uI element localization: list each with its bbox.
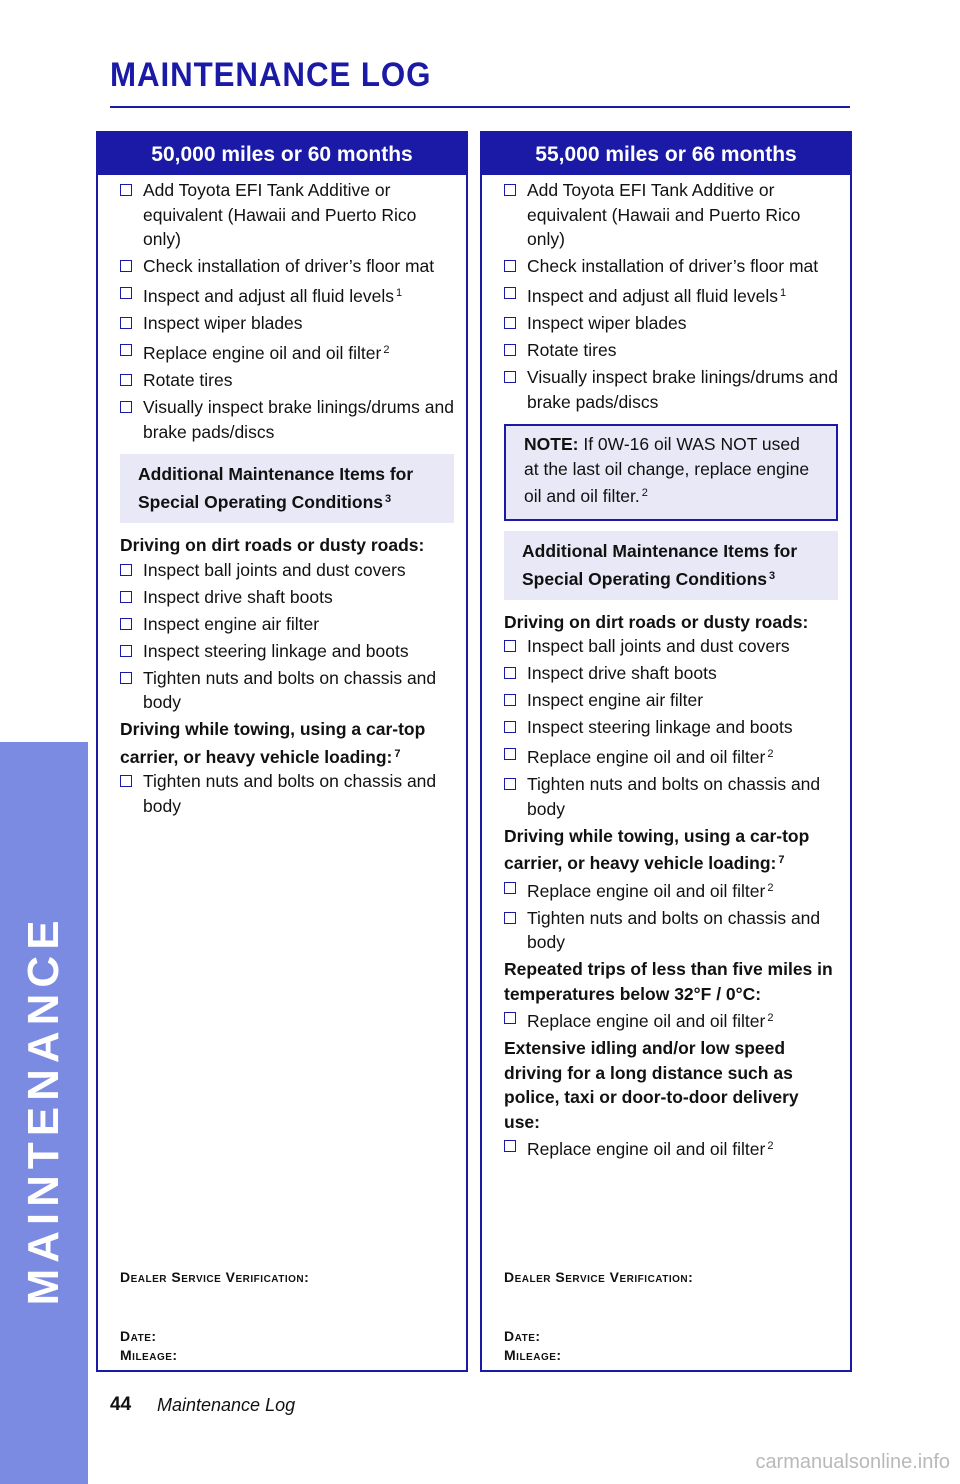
checklist-item-label: Visually inspect brake linings/drums and brake pads/discs bbox=[143, 397, 454, 442]
checklist-item bbox=[504, 715, 838, 740]
checkbox-icon[interactable] bbox=[120, 184, 132, 196]
checklist-item bbox=[120, 769, 454, 818]
checklist-item-label: Inspect drive shaft boots bbox=[143, 586, 333, 607]
checkbox-icon[interactable] bbox=[120, 591, 132, 603]
checklist-item bbox=[504, 661, 838, 686]
checklist-item bbox=[120, 254, 454, 279]
checkbox-icon[interactable] bbox=[504, 882, 516, 894]
checklist-item-label: Check installation of driver’s floor mat bbox=[527, 256, 819, 276]
note-label: NOTE: bbox=[524, 434, 579, 454]
checklist-item bbox=[504, 634, 838, 659]
towing-heading-text: Driving while towing, using a car-top carrier, or heavy vehicle loading: bbox=[120, 719, 426, 767]
checkbox-icon[interactable] bbox=[504, 184, 516, 196]
checklist-item-label: Inspect wiper blades bbox=[143, 313, 303, 333]
dirt-roads-checklist bbox=[120, 558, 454, 715]
dealer-verification-label: Dealer Service Verification: bbox=[504, 1269, 694, 1285]
dirt-roads-checklist bbox=[504, 634, 838, 821]
checklist-item bbox=[120, 311, 454, 336]
checkbox-icon[interactable] bbox=[504, 721, 516, 733]
checklist-item bbox=[120, 395, 454, 444]
title-divider bbox=[110, 106, 850, 108]
towing-heading bbox=[504, 824, 838, 876]
checkbox-icon[interactable] bbox=[120, 374, 132, 386]
checklist-item-label: Replace engine oil and oil filter bbox=[527, 1011, 766, 1031]
checklist-item bbox=[120, 281, 454, 309]
checklist-item-label: Replace engine oil and oil filter bbox=[527, 880, 766, 901]
checkbox-icon[interactable] bbox=[120, 645, 132, 657]
checklist-item bbox=[120, 178, 454, 252]
mileage-label: Mileage: bbox=[504, 1347, 562, 1363]
checklist-item-label: Rotate tires bbox=[527, 340, 617, 360]
footnote-ref: 2 bbox=[767, 1140, 774, 1152]
card-header: 55,000 miles or 66 months bbox=[482, 133, 850, 175]
date-label: Date: bbox=[120, 1328, 157, 1344]
checklist-item-label: Replace engine oil and oil filter bbox=[143, 343, 382, 363]
checklist-item-label: Tighten nuts and bolts on chassis and body bbox=[527, 907, 821, 952]
footnote-ref: 2 bbox=[641, 487, 648, 499]
checklist-item bbox=[120, 639, 454, 664]
page-number: 44 bbox=[110, 1394, 132, 1415]
checklist-item-label: Inspect and adjust all fluid levels bbox=[527, 286, 778, 306]
towing-checklist bbox=[504, 876, 838, 955]
checkbox-icon[interactable] bbox=[504, 1140, 516, 1152]
checklist-item bbox=[120, 612, 454, 637]
checkbox-icon[interactable] bbox=[120, 618, 132, 630]
checklist-item bbox=[504, 772, 838, 821]
footnote-ref: 2 bbox=[767, 881, 774, 894]
footnote-ref: 1 bbox=[395, 287, 403, 299]
checklist-item bbox=[504, 281, 838, 309]
footnote-ref: 3 bbox=[385, 493, 392, 505]
towing-heading-text: Driving while towing, using a car-top carrier, or heavy vehicle loading: bbox=[504, 825, 810, 873]
footnote-ref: 2 bbox=[767, 1012, 774, 1024]
page-title: MAINTENANCE LOG bbox=[110, 56, 432, 94]
footer-title: Maintenance Log bbox=[157, 1395, 296, 1415]
checklist-item bbox=[120, 585, 454, 610]
checkbox-icon[interactable] bbox=[120, 401, 132, 413]
dirt-roads-heading: Driving on dirt roads or dusty roads: bbox=[504, 611, 809, 632]
side-tab-label: MAINTENANCE bbox=[19, 914, 68, 1306]
checkbox-icon[interactable] bbox=[504, 778, 516, 790]
checklist-item bbox=[504, 742, 838, 770]
checklist-item-label: Tighten nuts and bolts on chassis and body bbox=[143, 771, 437, 816]
towing-heading bbox=[120, 717, 454, 769]
checklist-item-label: Inspect engine air filter bbox=[143, 613, 320, 634]
checkbox-icon[interactable] bbox=[504, 1012, 516, 1024]
checkbox-icon[interactable] bbox=[120, 287, 132, 299]
checklist-item-label: Inspect ball joints and dust covers bbox=[527, 636, 790, 656]
checklist-item bbox=[504, 254, 838, 279]
checkbox-icon[interactable] bbox=[120, 317, 132, 329]
checkbox-icon[interactable] bbox=[120, 344, 132, 356]
footnote-ref: 7 bbox=[778, 854, 785, 866]
footnote-ref: 1 bbox=[779, 287, 787, 299]
dirt-roads-heading: Driving on dirt roads or dusty roads: bbox=[120, 535, 425, 555]
watermark: carmanualsonline.info bbox=[755, 1451, 950, 1473]
panel-text: Additional Maintenance Items for Special Operating Conditions bbox=[138, 464, 414, 512]
special-conditions-panel bbox=[504, 531, 838, 600]
checklist bbox=[504, 178, 838, 414]
checklist-item-label: Inspect drive shaft boots bbox=[527, 663, 717, 683]
footnote-ref: 2 bbox=[383, 344, 390, 356]
checkbox-icon[interactable] bbox=[120, 672, 132, 684]
checklist-item bbox=[504, 178, 838, 252]
checklist-item-label: Add Toyota EFI Tank Additive or equivalent (Hawaii and Puerto Rico only) bbox=[143, 180, 417, 249]
checklist-item-label: Tighten nuts and bolts on chassis and body bbox=[527, 774, 821, 819]
footnote-ref: 7 bbox=[394, 747, 401, 760]
checklist-item bbox=[504, 688, 838, 713]
checklist-item bbox=[504, 1006, 838, 1034]
checklist-item bbox=[504, 311, 838, 336]
dealer-verification-label: Dealer Service Verification: bbox=[120, 1269, 310, 1285]
card-header: 50,000 miles or 60 months bbox=[98, 133, 466, 175]
checklist-item bbox=[120, 558, 454, 583]
special-conditions-panel bbox=[120, 454, 454, 523]
checklist-item bbox=[120, 338, 454, 366]
checklist-item-label: Inspect engine air filter bbox=[527, 690, 704, 710]
checkbox-icon[interactable] bbox=[504, 667, 516, 679]
maintenance-card-50000 bbox=[96, 131, 468, 1372]
date-label: Date: bbox=[504, 1328, 541, 1344]
checklist-item-label: Inspect steering linkage and boots bbox=[527, 717, 793, 737]
checkbox-icon[interactable] bbox=[120, 260, 132, 272]
mileage-label: Mileage: bbox=[120, 1347, 178, 1363]
checklist-item bbox=[120, 666, 454, 715]
checklist-item bbox=[120, 368, 454, 393]
idling-checklist bbox=[504, 1134, 838, 1162]
checkbox-icon[interactable] bbox=[504, 694, 516, 706]
checkbox-icon[interactable] bbox=[504, 912, 516, 924]
idling-heading: Extensive idling and/or low speed driving for a long distance such as police, taxi or door-to-door delivery use: bbox=[504, 1038, 799, 1132]
checkbox-icon[interactable] bbox=[504, 344, 516, 356]
checklist-item bbox=[504, 876, 838, 904]
checklist-item-label: Replace engine oil and oil filter bbox=[527, 1139, 766, 1159]
oil-note bbox=[504, 424, 838, 521]
towing-checklist bbox=[120, 769, 454, 818]
checklist-item-label: Add Toyota EFI Tank Additive or equivalent (Hawaii and Puerto Rico only) bbox=[527, 180, 801, 249]
checkbox-icon[interactable] bbox=[504, 748, 516, 760]
checklist-item-label: Rotate tires bbox=[143, 370, 233, 390]
note-text: If 0W-16 oil WAS NOT used at the last oil change, replace engine oil and oil filter. bbox=[524, 434, 810, 506]
checklist bbox=[120, 178, 454, 444]
short-trips-heading: Repeated trips of less than five miles in temperatures below 32°F / 0°C: bbox=[504, 959, 833, 1004]
checklist-item-label: Tighten nuts and bolts on chassis and body bbox=[143, 667, 437, 712]
checklist-item bbox=[504, 365, 838, 414]
checklist-item bbox=[504, 906, 838, 955]
checklist-item-label: Inspect ball joints and dust covers bbox=[143, 559, 406, 580]
checklist-item bbox=[504, 338, 838, 363]
footnote-ref: 2 bbox=[767, 748, 774, 760]
checkbox-icon[interactable] bbox=[504, 371, 516, 383]
checklist-item-label: Inspect wiper blades bbox=[527, 313, 687, 333]
short-trips-checklist bbox=[504, 1006, 838, 1034]
checklist-item-label: Replace engine oil and oil filter bbox=[527, 747, 766, 767]
checkbox-icon[interactable] bbox=[504, 287, 516, 299]
footnote-ref: 3 bbox=[769, 569, 776, 582]
checkbox-icon[interactable] bbox=[504, 260, 516, 272]
checklist-item-label: Inspect steering linkage and boots bbox=[143, 640, 409, 661]
checklist-item-label: Visually inspect brake linings/drums and brake pads/discs bbox=[527, 367, 838, 412]
checkbox-icon[interactable] bbox=[120, 775, 132, 787]
checkbox-icon[interactable] bbox=[120, 564, 132, 576]
checkbox-icon[interactable] bbox=[504, 317, 516, 329]
checkbox-icon[interactable] bbox=[504, 640, 516, 652]
checklist-item-label: Inspect and adjust all fluid levels bbox=[143, 286, 394, 306]
maintenance-card-55000 bbox=[480, 131, 852, 1372]
checklist-item-label: Check installation of driver’s floor mat bbox=[143, 256, 435, 276]
panel-text: Additional Maintenance Items for Special Operating Conditions bbox=[522, 540, 798, 589]
checklist-item bbox=[504, 1134, 838, 1162]
